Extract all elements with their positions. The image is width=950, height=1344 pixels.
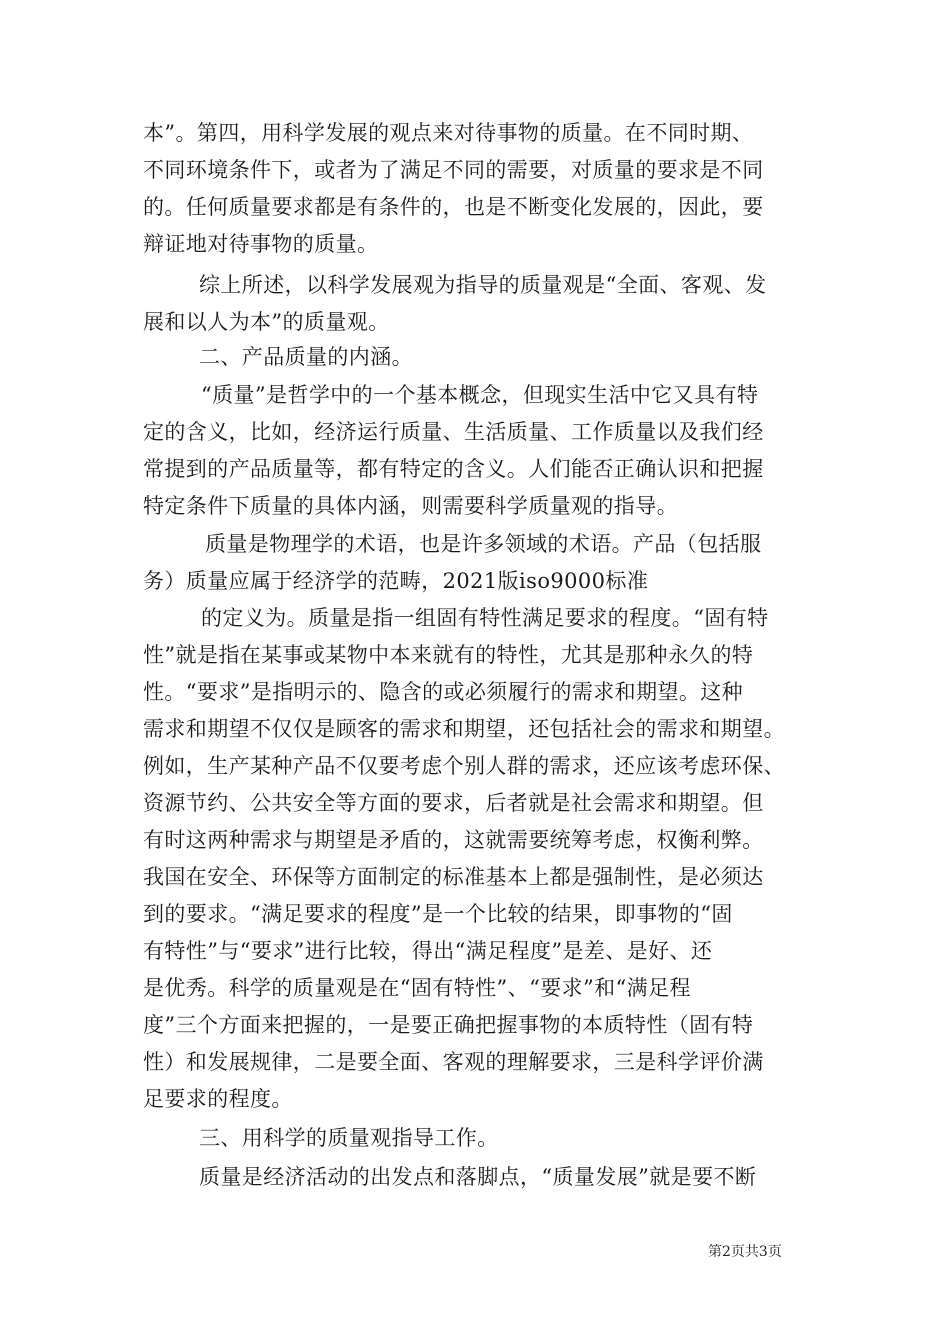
text-line: 辩证地对待事物的质量。 [143,232,379,256]
page-number: 第2页共3页 [708,1244,782,1260]
section-heading: 二、产品质量的内涵。 [199,345,413,369]
text-line: 常提到的产品质量等，都有特定的含义。人们能否正确认识和把握 [143,457,764,481]
text-line: 性）和发展规律，二是要全面、客观的理解要求，三是科学评价满 [143,1050,764,1074]
text-line: 到的要求。“满足要求的程度”是一个比较的结果，即事物的“固 [143,902,733,926]
text-line: 展和以人为本”的质量观。 [143,310,390,334]
text-line: 本”。第四，用科学发展的观点来对待事物的质量。在不同时期、 [143,121,754,145]
text-line: 性。“要求”是指明示的、隐含的或必须履行的需求和期望。这种 [143,680,744,704]
text-line: 资源节约、公共安全等方面的要求，后者就是社会需求和期望。但 [143,791,764,815]
text-line: 有时这两种需求与期望是矛盾的，这就需要统筹考虑，权衡利弊。 [143,828,764,852]
text-line: 需求和期望不仅仅是顾客的需求和期望，还包括社会的需求和期望。 [143,717,785,741]
text-line: 特定条件下质量的具体内涵，则需要科学质量观的指导。 [143,494,678,518]
text-line: 定的含义，比如，经济运行质量、生活质量、工作质量以及我们经 [143,420,764,444]
text-line: 度”三个方面来把握的，一是要正确把握事物的本质特性（固有特 [143,1013,754,1037]
text-line: 例如，生产某种产品不仅要考虑个别人群的需求，还应该考虑环保、 [143,754,785,778]
section-heading: 三、用科学的质量观指导工作。 [199,1126,499,1150]
text-line: 的。任何质量要求都是有条件的，也是不断变化发展的，因此，要 [143,195,764,219]
text-line: 不同环境条件下，或者为了满足不同的需要，对质量的要求是不同 [143,158,764,182]
text-line: 足要求的程度。 [143,1087,293,1111]
text-line: 的定义为。质量是指一组固有特性满足要求的程度。“固有特 [201,606,769,630]
text-line: 质量是经济活动的出发点和落脚点，“质量发展”就是要不断 [199,1165,757,1189]
text-line: 有特性”与“要求”进行比较，得出“满足程度”是差、是好、还 [143,939,713,963]
text-line: 质量是物理学的术语，也是许多领域的术语。产品（包括服 [205,532,762,556]
text-line: 是优秀。科学的质量观是在“固有特性”、“要求”和“满足程 [143,976,691,1000]
text-line: 综上所述，以科学发展观为指导的质量观是“全面、客观、发 [199,273,767,297]
text-line: “质量”是哲学中的一个基本概念，但现实生活中它又具有特 [201,383,759,407]
text-line: 我国在安全、环保等方面制定的标准基本上都是强制性，是必须达 [143,865,764,889]
text-line: 务）质量应属于经济学的范畴，2021版iso9000标准 [143,569,649,593]
text-line: 性”就是指在某事或某物中本来就有的特性，尤其是那种永久的特 [143,643,754,667]
